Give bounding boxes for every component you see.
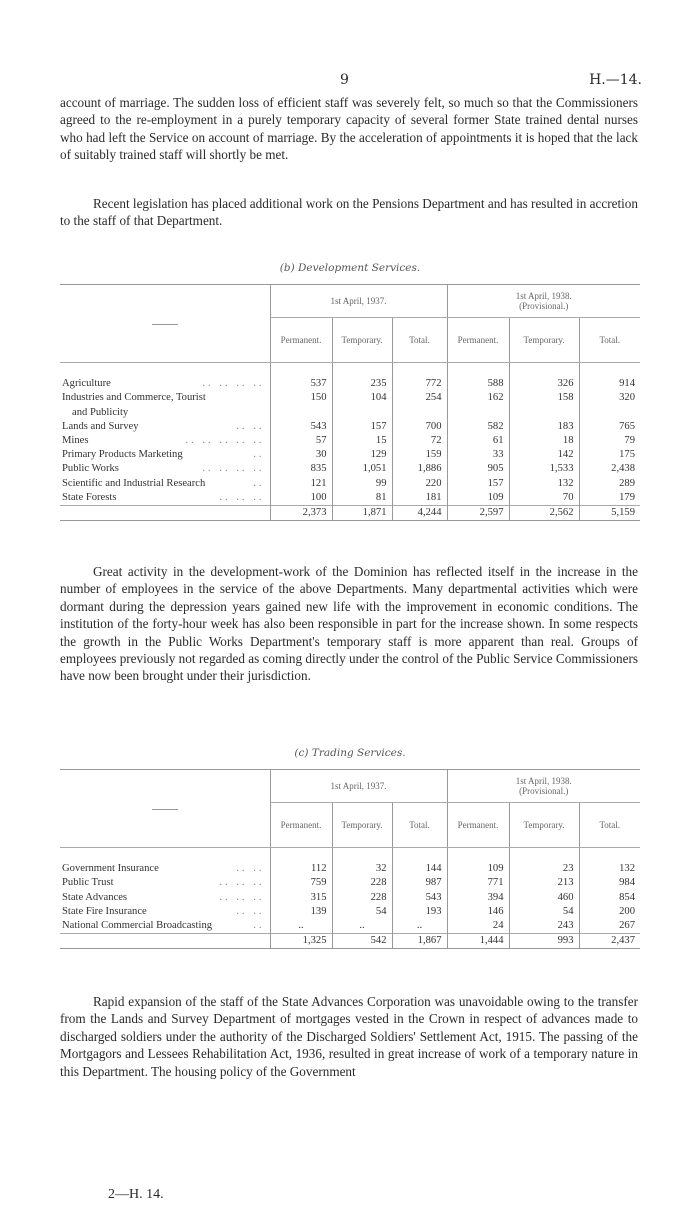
cell: 220 [392, 477, 447, 491]
cell: 772 [392, 377, 447, 391]
row-label: Agriculture [62, 378, 111, 390]
cell: 54 [332, 905, 392, 919]
cell: 30 [270, 448, 332, 462]
cell: 109 [447, 862, 509, 876]
row-label: State Fire Insurance [62, 905, 147, 917]
cell: 146 [447, 905, 509, 919]
row-label: Mines [62, 435, 89, 446]
total-cell: 2,437 [579, 934, 640, 949]
cell: .. [392, 919, 447, 934]
page-number: 9 [340, 72, 349, 88]
total-cell: 993 [509, 934, 579, 949]
cell: 543 [270, 420, 332, 434]
cell: 175 [579, 448, 640, 462]
col-header: Permanent. [447, 318, 509, 363]
page-reference: H.—14. [589, 72, 642, 88]
total-cell: 1,871 [332, 506, 392, 521]
paragraph-2: Recent legislation has placed additional work on the Pensions Department and has resulted in accretion to the staff of that Department. [60, 196, 638, 229]
cell: 914 [579, 377, 640, 391]
cell: 179 [579, 491, 640, 506]
cell: 99 [332, 477, 392, 491]
col-header: Permanent. [270, 803, 332, 848]
table-row: Lands and Survey .. .. 543 157 700 582 183 765 [60, 420, 640, 434]
table-row: State Fire Insurance .. .. 139 54 193 146 54 200 [60, 905, 640, 919]
row-label: Government Insurance [62, 863, 159, 875]
document-signature: 2—H. 14. [108, 1187, 164, 1202]
cell: 254 [392, 391, 447, 405]
cell: 181 [392, 491, 447, 506]
row-label-continued: and Publicity [72, 406, 129, 418]
row-label: Public Trust [62, 877, 114, 889]
cell: 100 [270, 491, 332, 506]
group-header-1938 [447, 770, 640, 803]
cell: 1,051 [332, 462, 392, 476]
cell: 158 [509, 391, 579, 405]
total-cell: 2,373 [270, 506, 332, 521]
cell: 162 [447, 391, 509, 405]
col-header: Total. [579, 318, 640, 363]
cell: 157 [447, 477, 509, 491]
table-b-caption: (b) Development Services. [279, 262, 421, 274]
total-cell: 1,867 [392, 934, 447, 949]
cell: 543 [392, 891, 447, 905]
cell: 33 [447, 448, 509, 462]
cell: 57 [270, 434, 332, 448]
totals-row [60, 506, 640, 521]
paragraph-3: Great activity in the development-work of the Dominion has reflected itself in the increase in the number of employees in the service of the above Departments. Many departmental activities which were dormant during the depression years gained new life with the improvement in economic conditions. The institution of the forty-hour week has also been responsible in part for the increase shown. In some respects the growth in the Public Works Department's temporary staff is more apparent than real. Groups of employees previously not regarded as coming directly under the control of the Public Service Commissioners have now been brought under their jurisdiction. [60, 564, 638, 684]
development-services-table [60, 284, 640, 521]
col-header: Total. [579, 803, 640, 848]
cell: 320 [579, 391, 640, 405]
total-cell: 5,159 [579, 506, 640, 521]
stub-header [60, 770, 270, 848]
cell: .. [270, 919, 332, 934]
cell: 109 [447, 491, 509, 506]
cell: 267 [579, 919, 640, 934]
cell: 150 [270, 391, 332, 405]
cell: 24 [447, 919, 509, 934]
cell: 139 [270, 905, 332, 919]
cell: 765 [579, 420, 640, 434]
cell: 2,438 [579, 462, 640, 476]
group-header-1938-date: 1st April, 1938. [515, 291, 572, 301]
cell: 289 [579, 477, 640, 491]
table-row: Primary Products Marketing .. 30 129 159 33 142 175 [60, 448, 640, 462]
group-header-1937: 1st April, 1937. [270, 770, 447, 803]
cell: 771 [447, 876, 509, 890]
cell: 987 [392, 876, 447, 890]
group-header-1937: 1st April, 1937. [270, 285, 447, 318]
cell: 905 [447, 462, 509, 476]
cell: 700 [392, 420, 447, 434]
col-header: Total. [392, 803, 447, 848]
row-label: Lands and Survey [62, 420, 139, 432]
cell: 394 [447, 891, 509, 905]
table-row: Mines .. .. .. .. .. 57 15 72 61 18 79 [60, 434, 640, 448]
table-row: National Commercial Broadcasting .. .. .. .. 24 243 267 [60, 919, 640, 934]
cell: 18 [509, 434, 579, 448]
row-label: State Forests [62, 491, 117, 503]
cell: 112 [270, 862, 332, 876]
table-row: State Advances .. .. .. 315 228 543 394 460 854 [60, 891, 640, 905]
cell: 183 [509, 420, 579, 434]
cell: 243 [509, 919, 579, 934]
cell: 228 [332, 876, 392, 890]
group-header-1938-note: (Provisional.) [519, 786, 569, 796]
row-label: Industries and Commerce, Tourist [62, 392, 206, 404]
cell: 72 [392, 434, 447, 448]
total-cell: 4,244 [392, 506, 447, 521]
paragraph-4: Rapid expansion of the staff of the State Advances Corporation was unavoidable owing to the transfer from the Lands and Survey Department of mortgages vested in the Crown in respect of advances made to discharged soldiers under the authority of the Discharged Soldiers' Settlement Act, 1915. The passing of the Mortgagors and Lessees Rehabilitation Act, 1936, resulted in great increase of work of a temporary nature in this Department. The housing policy of the Government [60, 994, 638, 1079]
group-header-1938-date: 1st April, 1938. [515, 776, 572, 786]
cell: 132 [579, 862, 640, 876]
total-cell: 2,597 [447, 506, 509, 521]
col-header: Permanent. [447, 803, 509, 848]
cell: 32 [332, 862, 392, 876]
table-row: Government Insurance .. .. 112 32 144 109 23 132 [60, 862, 640, 876]
cell: 23 [509, 862, 579, 876]
group-header-1938 [447, 285, 640, 318]
cell: 537 [270, 377, 332, 391]
cell: 54 [509, 905, 579, 919]
cell: 588 [447, 377, 509, 391]
table-row: Public Works .. .. .. .. 835 1,051 1,886 905 1,533 2,438 [60, 462, 640, 476]
col-header: Temporary. [509, 318, 579, 363]
cell: 235 [332, 377, 392, 391]
totals-row [60, 934, 640, 949]
cell: 193 [392, 905, 447, 919]
cell: 79 [579, 434, 640, 448]
table-row: Public Trust .. .. .. 759 228 987 771 213 984 [60, 876, 640, 890]
col-header: Temporary. [332, 803, 392, 848]
row-label: Scientific and Industrial Research [62, 477, 206, 489]
cell: 460 [509, 891, 579, 905]
cell: 315 [270, 891, 332, 905]
cell: 200 [579, 905, 640, 919]
cell: 142 [509, 448, 579, 462]
stub-header [60, 285, 270, 363]
table-row-continuation [60, 406, 640, 420]
cell: .. [332, 919, 392, 934]
cell: 228 [332, 891, 392, 905]
cell: 61 [447, 434, 509, 448]
row-label: Primary Products Marketing [62, 449, 183, 461]
table-row: State Forests .. .. .. 100 81 181 109 70 179 [60, 491, 640, 506]
row-label: National Commercial Broadcasting [62, 920, 213, 931]
table-row: Agriculture .. .. .. .. 537 235 772 588 326 914 [60, 377, 640, 391]
col-header: Total. [392, 318, 447, 363]
table-c-caption: (c) Trading Services. [294, 747, 406, 759]
cell: 1,886 [392, 462, 447, 476]
cell: 835 [270, 462, 332, 476]
cell: 854 [579, 891, 640, 905]
col-header: Permanent. [270, 318, 332, 363]
total-cell: 2,562 [509, 506, 579, 521]
cell: 326 [509, 377, 579, 391]
cell: 121 [270, 477, 332, 491]
group-header-1938-note: (Provisional.) [519, 301, 569, 311]
total-cell: 542 [332, 934, 392, 949]
cell: 144 [392, 862, 447, 876]
paragraph-1: account of marriage. The sudden loss of efficient staff was severely felt, so much so that the Commissioners agreed to the re-employment in a purely temporary capacity of several former State trained dental nurses who had left the Service on account of marriage. By the acceleration of appointments it is hoped that the lack of suitably trained staff will shortly be met. [60, 95, 638, 163]
cell: 984 [579, 876, 640, 890]
total-cell: 1,325 [270, 934, 332, 949]
trading-services-table [60, 769, 640, 949]
cell: 759 [270, 876, 332, 890]
cell: 213 [509, 876, 579, 890]
cell: 15 [332, 434, 392, 448]
cell: 582 [447, 420, 509, 434]
col-header: Temporary. [509, 803, 579, 848]
cell: 129 [332, 448, 392, 462]
table-row [60, 391, 640, 405]
col-header: Temporary. [332, 318, 392, 363]
cell: 159 [392, 448, 447, 462]
cell: 70 [509, 491, 579, 506]
cell: 81 [332, 491, 392, 506]
total-cell: 1,444 [447, 934, 509, 949]
cell: 104 [332, 391, 392, 405]
cell: 157 [332, 420, 392, 434]
row-label: Public Works [62, 463, 119, 475]
table-row: Scientific and Industrial Research .. 121 99 220 157 132 289 [60, 477, 640, 491]
cell: 1,533 [509, 462, 579, 476]
cell: 132 [509, 477, 579, 491]
row-label: State Advances [62, 891, 128, 903]
